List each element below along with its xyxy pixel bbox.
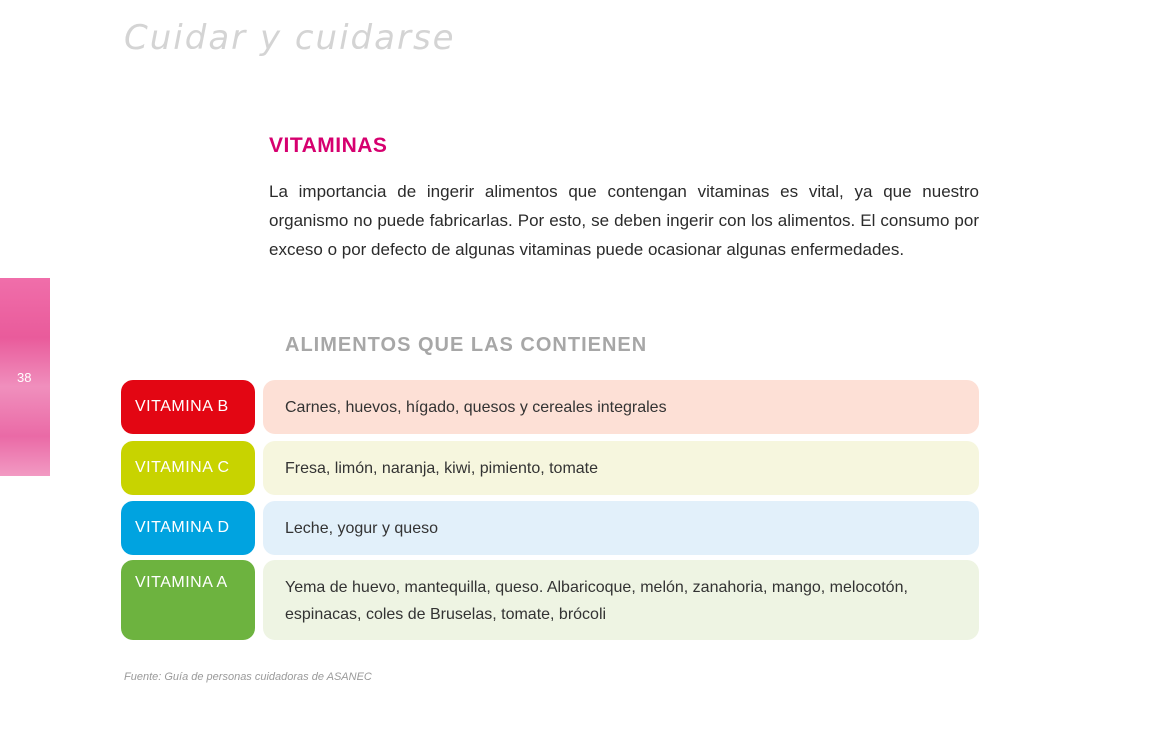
vitamin-row-b — [121, 380, 979, 434]
intro-paragraph: La importancia de ingerir alimentos que contengan vitaminas es vital, ya que nuestro organismo no puede fabricarlas. Por esto, se deben ingerir con los alimentos. El consumo por exceso o por defecto de algunas vitaminas puede ocasionar algunas enfermedades. — [269, 182, 979, 259]
vitamin-foods: Fresa, limón, naranja, kiwi, pimiento, tomate — [263, 441, 979, 495]
vitamin-foods: Carnes, huevos, hígado, quesos y cereales integrales — [263, 380, 979, 434]
side-tab — [0, 278, 50, 476]
vitamin-label: VITAMINA D — [121, 501, 255, 555]
running-header-title: Cuidar y cuidarse — [124, 18, 456, 58]
vitamin-foods: Leche, yogur y queso — [263, 501, 979, 555]
source-note: Fuente: Guía de personas cuidadoras de ASANEC — [124, 671, 372, 683]
vitamin-label: VITAMINA A — [121, 560, 255, 640]
table-heading: ALIMENTOS QUE LAS CONTIENEN — [285, 334, 648, 356]
vitamin-foods: Yema de huevo, mantequilla, queso. Albaricoque, melón, zanahoria, mango, melocotón, espinacas, coles de Bruselas, tomate, brócoli — [263, 560, 979, 640]
vitamin-row-c — [121, 441, 979, 495]
vitamin-label: VITAMINA B — [121, 380, 255, 434]
section-heading: VITAMINAS — [269, 134, 388, 157]
page-number: 38 — [17, 370, 32, 385]
vitamin-label: VITAMINA C — [121, 441, 255, 495]
vitamin-row-d — [121, 501, 979, 555]
vitamin-row-a — [121, 560, 979, 640]
